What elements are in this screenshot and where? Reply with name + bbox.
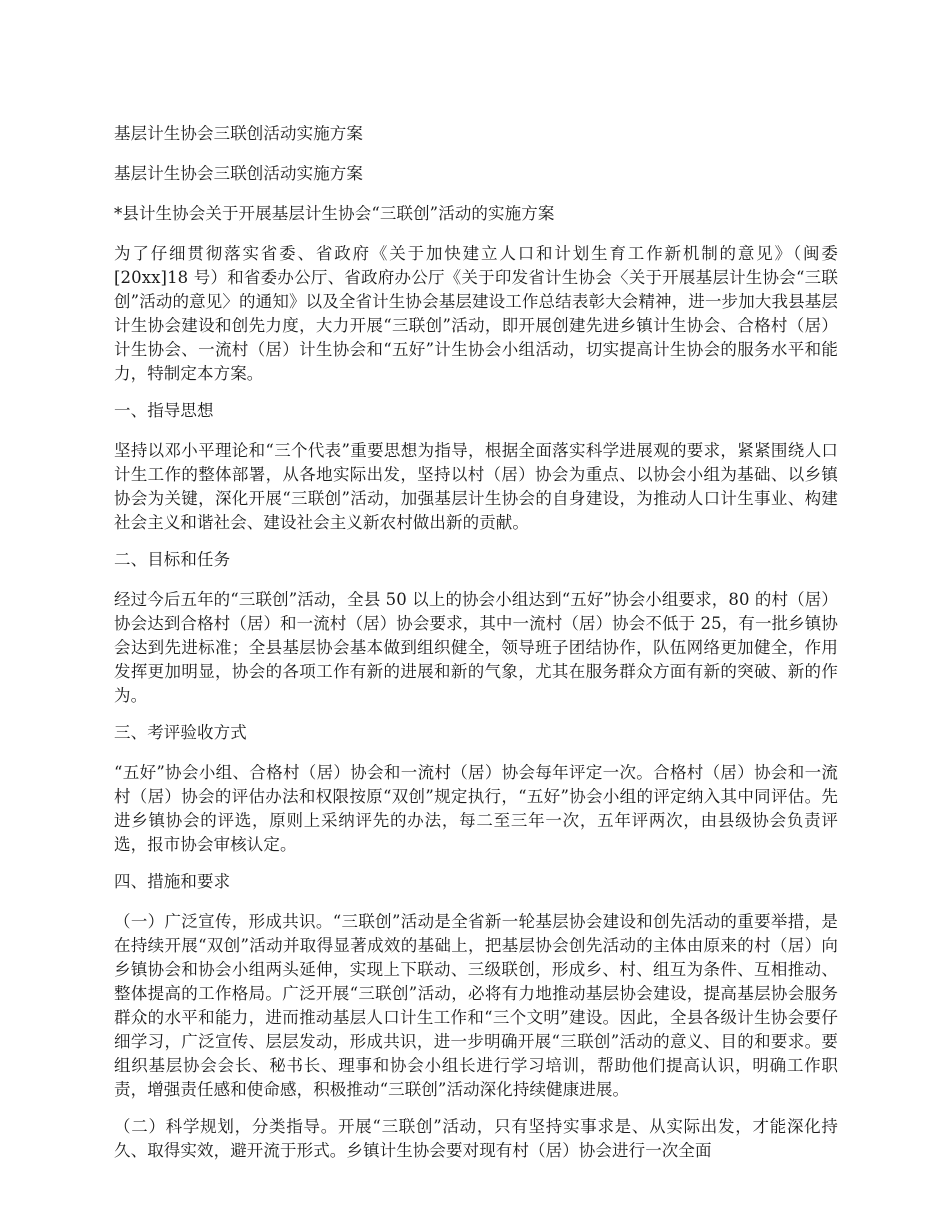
intro-paragraph: 为了仔细贯彻落实省委、省政府《关于加快建立人口和计划生育工作新机制的意见》（闽委[20xx]18 号）和省委办公厅、省政府办公厅《关于印发省计生协会〈关于开展基层计生协会“三联创”活动的意见〉的通知》以及全省计生协会基层建设工作总结表彰大会精神，进一步加大我县基层计生协会建设和创先力度，大力开展“三联创”活动，即开展创建先进乡镇计生协会、合格村（居）计生协会、一流村（居）计生协会和“五好”计生协会小组活动，切实提高计生协会的服务水平和能力，特制定本方案。: [114, 244, 838, 383]
document-title-repeat: 基层计生协会三联创活动实施方案: [114, 164, 363, 183]
section-1-heading: 一、指导思想: [114, 401, 214, 420]
section-2-paragraph: 经过今后五年的“三联创”活动，全县 50 以上的协会小组达到“五好”协会小组要求，80 的村（居）协会达到合格村（居）和一流村（居）协会要求，其中一流村（居）协会不低于 25，有一批乡镇协会达到先进标准；全县基层协会基本做到组织健全，领导班子团结协作，队伍网络更加健全，作用发挥更加明显，协会的各项工作有新的进展和新的气象，尤其在服务群众方面有新的突破、新的作为。: [114, 590, 838, 705]
document-title: 基层计生协会三联创活动实施方案: [114, 124, 363, 143]
section-4-item-2-paragraph: （二）科学规划，分类指导。开展“三联创”活动，只有坚持实事求是、从实际出发，才能深化持久、取得实效，避开流于形式。乡镇计生协会要对现有村（居）协会进行一次全面: [114, 1117, 838, 1160]
section-4-item-1-paragraph: （一）广泛宣传，形成共识。“三联创”活动是全省新一轮基层协会建设和创先活动的重要举措，是在持续开展“双创”活动并取得显著成效的基础上，把基层协会创先活动的主体由原来的村（居）向乡镇协会和协会小组两头延伸，实现上下联动、三级联创，形成乡、村、组互为条件、互相推动、整体提高的工作格局。广泛开展“三联创”活动，必将有力地推动基层协会建设，提高基层协会服务群众的水平和能力，进而推动基层人口计生工作和“三个文明”建设。因此，全县各级计生协会要仔细学习，广泛宣传、层层发动，形成共识，进一步明确开展“三联创”活动的意义、目的和要求。要组织基层协会会长、秘书长、理事和协会小组长进行学习培训，帮助他们提高认识，明确工作职责，增强责任感和使命感，积极推动“三联创”活动深化持续健康进展。: [114, 912, 838, 1099]
document-subtitle: *县计生协会关于开展基层计生协会“三联创”活动的实施方案: [114, 204, 555, 223]
section-4-heading: 四、措施和要求: [114, 872, 231, 891]
section-3-paragraph: “五好”协会小组、合格村（居）协会和一流村（居）协会每年评定一次。合格村（居）协会和一流村（居）协会的评估办法和权限按原“双创”规定执行，“五好”协会小组的评定纳入其中同评估。先进乡镇协会的评选，原则上采纳评先的办法，每二至三年一次，五年评两次，由县级协会负责评选，报市协会审核认定。: [114, 763, 838, 854]
section-1-paragraph: 坚持以邓小平理论和“三个代表”重要思想为指导，根据全面落实科学进展观的要求，紧紧围绕人口计生工作的整体部署，从各地实际出发，坚持以村（居）协会为重点、以协会小组为基础、以乡镇协会为关键，深化开展“三联创”活动，加强基层计生协会的自身建设，为推动人口计生事业、构建社会主义和谐社会、建设社会主义新农村做出新的贡献。: [114, 441, 838, 532]
section-3-heading: 三、考评验收方式: [114, 723, 247, 742]
section-2-heading: 二、目标和任务: [114, 550, 231, 569]
document-page: [114, 122, 838, 1176]
